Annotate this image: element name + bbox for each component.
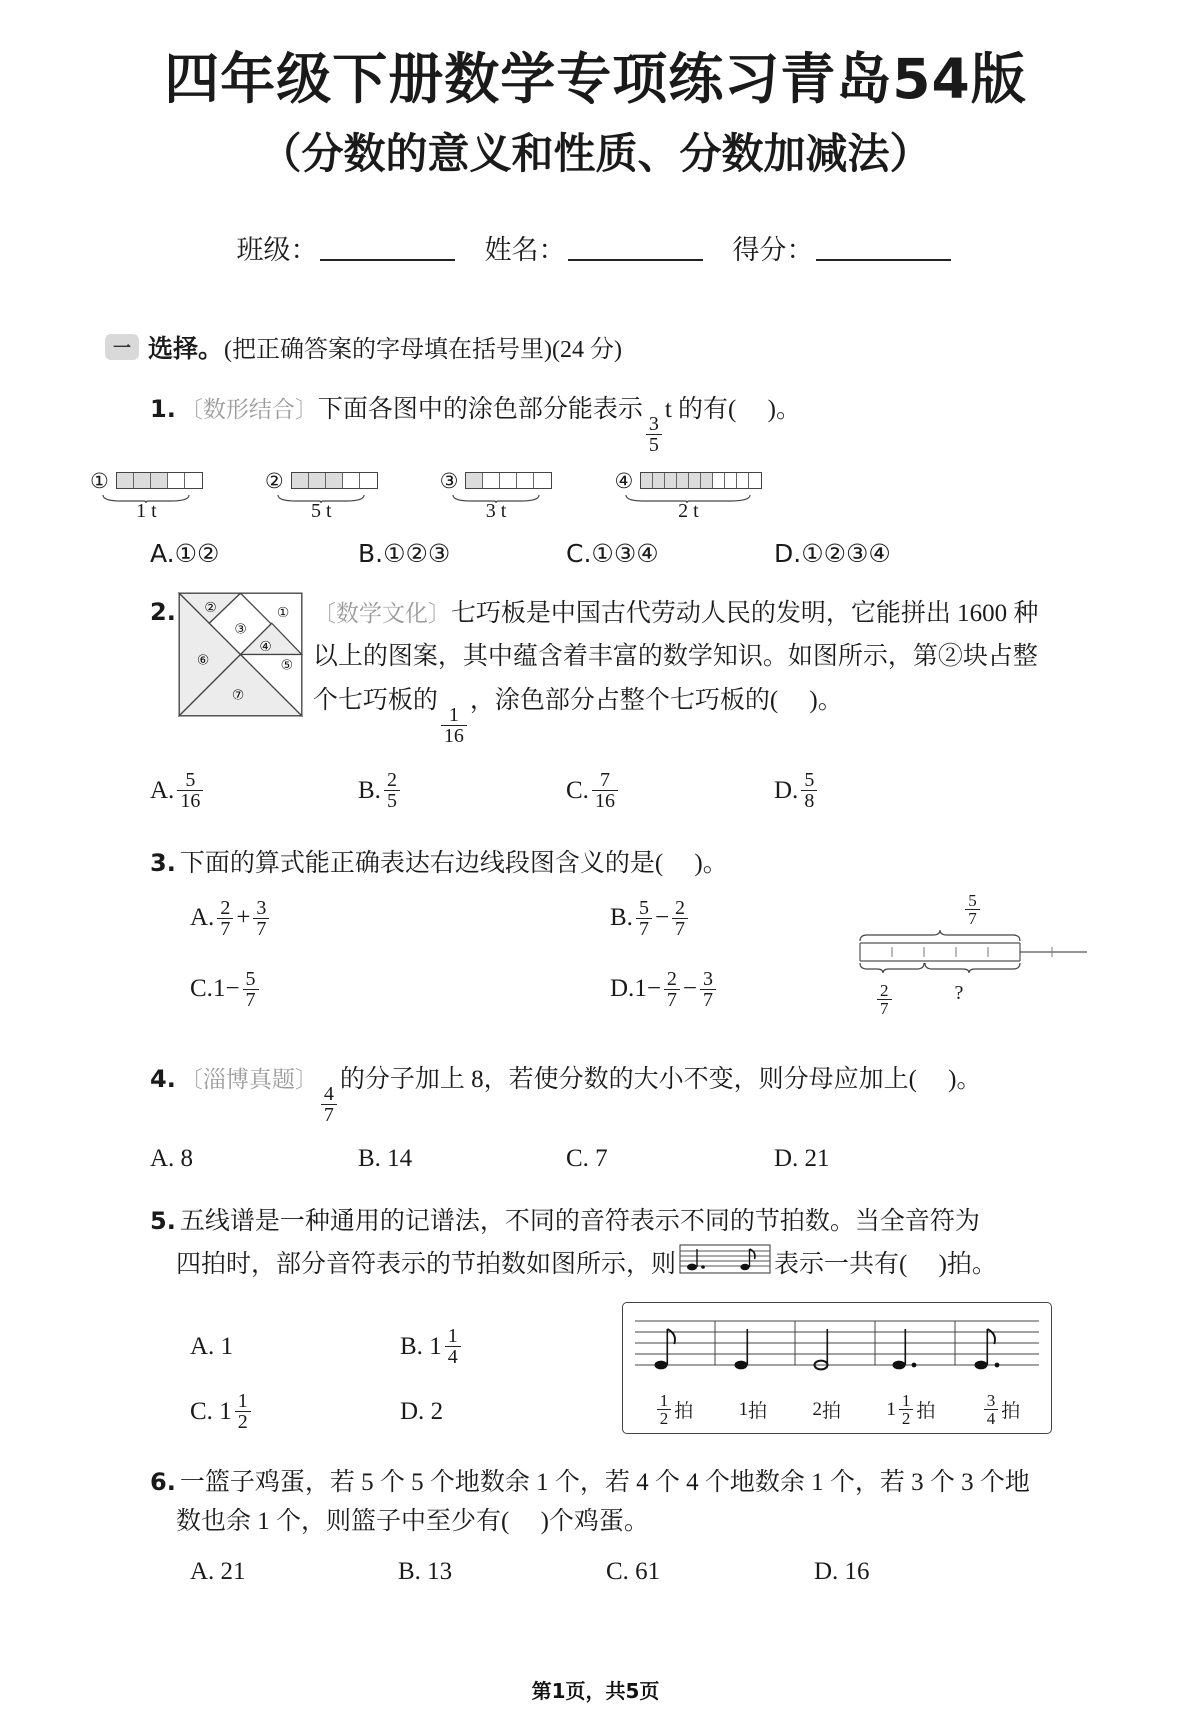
question-6-option-a[interactable]: A. 21 — [190, 1557, 246, 1585]
question-4-number: 4. — [150, 1064, 176, 1093]
segment-unknown-label: ? — [954, 981, 964, 1004]
tangram-label-2: ② — [204, 599, 217, 616]
question-3 — [150, 845, 1030, 884]
question-2-fraction: $\frac{1}{16}$ — [441, 705, 467, 746]
inline-note-figure — [679, 1242, 771, 1289]
bar-label-4: 2 t — [678, 499, 699, 522]
bar-label-1: 1 t — [136, 499, 157, 522]
bar-label-2: 5 t — [310, 499, 332, 522]
question-4 — [150, 1061, 1030, 1125]
tangram-label-7: ⑦ — [231, 687, 244, 704]
bar-index-1: ① — [90, 468, 109, 493]
section-header — [105, 329, 1191, 365]
question-3-options — [190, 898, 851, 1010]
tangram-diagram — [178, 592, 303, 747]
question-2-text-b: ，涂色部分占整个七巧板的( — [469, 687, 779, 715]
beat-label-2: 1 拍 — [738, 1398, 768, 1423]
question-3-body — [190, 890, 1090, 1018]
question-2-option-a[interactable]: A. $\frac{5}{16}$ — [150, 770, 358, 811]
question-5-options — [190, 1302, 610, 1432]
name-blank[interactable] — [568, 259, 703, 261]
question-6 — [150, 1464, 1030, 1542]
question-1-option-d[interactable]: D.①②③④ — [774, 538, 891, 568]
question-2-option-b[interactable]: B. $\frac{2}{5}$ — [358, 770, 566, 811]
section-badge: 一 — [105, 334, 139, 360]
name-label: 姓名： — [484, 234, 566, 266]
question-2-tag: 〔数学文化〕 — [312, 600, 451, 626]
tangram-label-3: ③ — [234, 620, 247, 637]
question-6-number: 6. — [150, 1468, 176, 1497]
question-1-option-c[interactable]: C.①③④ — [566, 538, 659, 568]
question-2-option-d[interactable]: D. $\frac{5}{8}$ — [774, 770, 982, 811]
tangram-label-5: ⑤ — [280, 657, 293, 674]
bar-label-3: 3 t — [485, 499, 507, 522]
score-blank[interactable] — [816, 259, 951, 261]
section-note: (把正确答案的字母填在括号里)(24 分) — [224, 337, 622, 364]
question-6-text-c: )个鸡蛋。 — [540, 1508, 649, 1536]
question-1-tag: 〔数形结合〕 — [179, 396, 318, 422]
question-2-answer-blank[interactable] — [778, 687, 809, 714]
score-field[interactable] — [733, 228, 955, 267]
question-4-fraction: $\frac{4}{7}$ — [321, 1084, 337, 1125]
bar-cells-2 — [291, 472, 378, 489]
worksheet-page — [0, 48, 1191, 1732]
question-3-option-a[interactable]: A. $\frac{2}{7}$ + $\frac{3}{7}$ — [190, 898, 610, 939]
page-title: 四年级下册数学专项练习青岛54版 — [164, 47, 1027, 111]
question-2-text-c: )。 — [809, 687, 843, 715]
question-2-number: 2. — [150, 597, 176, 626]
question-5-text-b: 四拍时，部分音符表示的节拍数如图所示，则 — [176, 1250, 677, 1278]
question-3-segment-diagram — [855, 892, 1090, 1017]
question-4-tag: 〔淄博真题〕 — [179, 1066, 318, 1092]
student-info-row — [0, 228, 1191, 267]
question-2-option-c[interactable]: C. $\frac{7}{16}$ — [566, 770, 774, 811]
question-3-option-c[interactable]: C. 1 − $\frac{5}{7}$ — [190, 969, 610, 1010]
staff-beat-labels — [631, 1392, 1043, 1427]
question-6-option-b[interactable]: B. 13 — [398, 1557, 453, 1585]
question-4-text-c: )。 — [948, 1065, 982, 1093]
question-6-option-c[interactable]: C. 61 — [606, 1557, 661, 1585]
question-2-options — [150, 770, 1191, 811]
name-field[interactable] — [485, 228, 707, 267]
segment-left-fraction: $\frac{2}{7}$ — [877, 982, 892, 1017]
music-staff-figure — [622, 1302, 1052, 1434]
question-2-text — [313, 592, 1050, 747]
question-1-answer-blank[interactable] — [736, 396, 767, 423]
bar-cells-1 — [116, 472, 203, 489]
bar-diagram-4 — [614, 469, 762, 523]
score-label: 得分： — [732, 234, 814, 266]
question-3-number: 3. — [150, 849, 176, 878]
question-5-number: 5. — [150, 1206, 176, 1235]
beat-label-3: 2 拍 — [812, 1398, 841, 1423]
bar-index-3: ③ — [439, 468, 459, 493]
question-5-option-c[interactable]: C. 1 $\frac{1}{2}$ — [190, 1391, 400, 1432]
bar-cells-3 — [465, 472, 552, 489]
bar-diagram-2 — [265, 469, 378, 523]
question-1-fraction: $\frac{3}{5}$ — [646, 414, 662, 455]
question-3-option-b[interactable]: B. $\frac{5}{7}$ − $\frac{2}{7}$ — [610, 898, 691, 939]
tangram-label-6: ⑥ — [196, 652, 209, 669]
question-5 — [150, 1203, 1030, 1289]
question-1-number: 1. — [150, 394, 176, 423]
bar-diagram-3 — [440, 469, 553, 523]
question-5-body — [190, 1302, 1191, 1434]
question-5-option-a[interactable]: A. 1 — [190, 1332, 234, 1360]
class-field[interactable] — [237, 228, 459, 267]
page-footer: 第1页，共5页 — [531, 1679, 660, 1703]
tangram-label-4: ④ — [259, 638, 272, 655]
question-6-options — [190, 1558, 1191, 1586]
question-4-option-c[interactable]: C. 7 — [566, 1144, 608, 1172]
question-4-answer-blank[interactable] — [917, 1066, 948, 1093]
question-4-text-a: 的分子加上 8，若使分数的大小不变，则分母应加上( — [339, 1065, 917, 1093]
question-1-text-b: t 的有( — [664, 395, 737, 423]
tangram-label-1: ① — [276, 604, 289, 621]
question-6-option-d[interactable]: D. 16 — [814, 1557, 870, 1585]
question-2 — [150, 592, 1050, 747]
question-3-text-c: )。 — [694, 850, 728, 878]
question-1-options — [150, 539, 1191, 568]
bar-index-4: ④ — [614, 468, 634, 493]
question-1-option-a[interactable]: A.①② — [150, 538, 220, 568]
question-4-option-d[interactable]: D. 21 — [774, 1144, 830, 1172]
question-1-text-a: 下面各图中的涂色部分能表示 — [317, 395, 643, 423]
question-1-diagrams — [90, 469, 1191, 523]
bar-diagram-1 — [90, 469, 203, 523]
page-subtitle: （分数的意义和性质、分数加减法） — [259, 129, 932, 179]
question-5-answer-blank[interactable] — [907, 1246, 938, 1285]
beat-label-4: 1 $\frac{1}{2}$ 拍 — [886, 1391, 936, 1429]
staff-graphic — [631, 1313, 1043, 1385]
bar-index-2: ② — [264, 468, 284, 493]
question-4-option-a[interactable]: A. 8 — [150, 1144, 194, 1172]
segment-graphic — [855, 929, 1090, 981]
question-5-text-d: )拍。 — [938, 1250, 997, 1278]
question-1 — [150, 391, 1030, 455]
question-4-options — [150, 1145, 1191, 1173]
beat-label-1: $\frac{1}{2}$ 拍 — [654, 1392, 694, 1427]
question-3-answer-blank[interactable] — [663, 850, 694, 877]
section-title: 选择。 — [148, 333, 224, 363]
question-5-option-d[interactable]: D. 2 — [400, 1397, 444, 1425]
question-6-text-b: 数也余 1 个，则篮子中至少有( — [176, 1508, 510, 1536]
class-label: 班级： — [236, 234, 318, 266]
question-5-option-b[interactable]: B. 1 $\frac{1}{4}$ — [400, 1326, 610, 1367]
question-2-text-a: 七巧板是中国古代劳动人民的发明，它能拼出 1600 种以上的图案，其中蕴含着丰富的数学知识。如图所示，第②块占整个七巧板的 — [312, 599, 1039, 715]
class-blank[interactable] — [320, 259, 455, 261]
question-3-option-d[interactable]: D. 1 − $\frac{2}{7}$ − $\frac{3}{7}$ — [610, 969, 719, 1010]
question-1-text-c: )。 — [767, 395, 801, 423]
question-6-text-a: 一篮子鸡蛋，若 5 个 5 个地数余 1 个，若 4 个 4 个地数余 1 个，若 3 个 3 个地 — [179, 1469, 1030, 1497]
question-5-text-a: 五线谱是一种通用的记谱法，不同的音符表示不同的节拍数。当全音符为 — [179, 1207, 980, 1235]
bar-cells-4 — [640, 472, 762, 489]
question-5-text-c: 表示一共有( — [774, 1250, 908, 1278]
question-1-option-b[interactable]: B.①②③ — [358, 538, 451, 568]
beat-label-5: $\frac{3}{4}$ 拍 — [981, 1392, 1021, 1427]
question-4-option-b[interactable]: B. 14 — [358, 1144, 413, 1172]
question-6-answer-blank[interactable] — [509, 1508, 540, 1535]
question-3-text: 下面的算式能正确表达右边线段图含义的是( — [179, 850, 664, 878]
segment-top-fraction: $\frac{5}{7}$ — [965, 892, 980, 927]
